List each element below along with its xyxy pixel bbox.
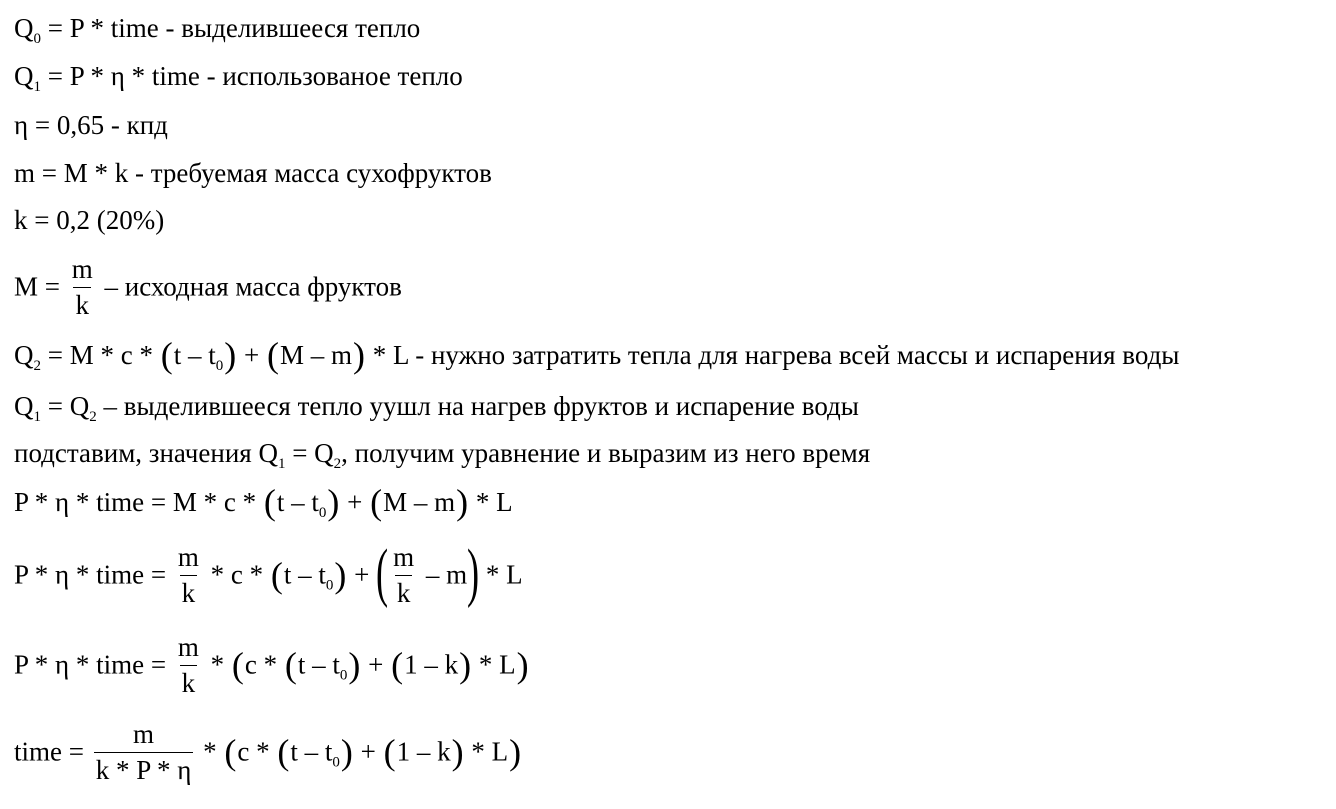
denominator: k bbox=[395, 575, 413, 607]
formula: * L bbox=[479, 559, 523, 590]
fraction bbox=[176, 634, 201, 697]
subscript: 0 bbox=[33, 31, 41, 47]
paren: ) bbox=[327, 482, 340, 522]
subscript: 0 bbox=[215, 358, 224, 374]
formula-line-q1-eq-q2 bbox=[14, 393, 859, 425]
fraction bbox=[94, 721, 194, 784]
paren: ( bbox=[266, 335, 279, 375]
formula-lhs: P * η * time = bbox=[14, 649, 173, 680]
denominator: k * P * η bbox=[94, 752, 194, 784]
fraction bbox=[391, 544, 416, 607]
formula: = P * time bbox=[41, 13, 159, 43]
description: - использованое тепло bbox=[199, 61, 463, 91]
formula-lhs: P * η * time = M * c * bbox=[14, 487, 263, 517]
formula: * L bbox=[469, 487, 513, 517]
paren: ) bbox=[224, 335, 237, 375]
formula: η = 0,65 bbox=[14, 110, 105, 140]
paren: ( bbox=[370, 482, 383, 522]
subscript: 0 bbox=[325, 577, 334, 594]
paren: ) bbox=[348, 644, 361, 685]
formula: m = M * k bbox=[14, 158, 129, 188]
formula: t – t bbox=[297, 649, 340, 680]
formula: M – m bbox=[279, 340, 352, 370]
paren: ( bbox=[224, 731, 237, 772]
description: - требуемая масса сухофруктов bbox=[128, 158, 492, 188]
formula: 1 – k bbox=[396, 736, 451, 767]
equation-step-2: P * η * time = $\frac{m}{k}$ * c * $(t - t_0)$ + ( $\frac{m}{k}$ – m) * L bbox=[14, 535, 523, 609]
paren: ( bbox=[270, 554, 283, 595]
description: – выделившееся тепло уушл на нагрев фруктов и испарение воды bbox=[96, 391, 859, 421]
formula: = bbox=[285, 438, 315, 468]
paren: ) bbox=[451, 731, 464, 772]
subscript: 0 bbox=[339, 667, 348, 684]
formula: + bbox=[353, 736, 383, 767]
formula: t – t bbox=[283, 559, 326, 590]
description: - нужно затратить тепла для нагрева всей массы и испарения воды bbox=[408, 340, 1180, 370]
formula: * L bbox=[472, 649, 516, 680]
fraction bbox=[176, 544, 201, 607]
formula: * L bbox=[365, 340, 409, 370]
formula: t – t bbox=[173, 340, 216, 370]
denominator: k bbox=[180, 665, 198, 697]
formula: t – t bbox=[290, 736, 333, 767]
paren: ) bbox=[334, 554, 347, 595]
paren: ( bbox=[160, 335, 173, 375]
formula-line-q2 bbox=[14, 335, 1180, 375]
formula: c * bbox=[237, 736, 277, 767]
formula-line-k bbox=[14, 207, 164, 234]
formula: 1 – k bbox=[404, 649, 459, 680]
paren: ( bbox=[383, 731, 396, 772]
subscript: 2 bbox=[33, 358, 41, 374]
formula-line-q0 bbox=[14, 15, 420, 47]
paren: ( bbox=[263, 482, 276, 522]
paren: ( bbox=[284, 644, 297, 685]
formula-line-m bbox=[14, 160, 492, 187]
description: – исходная масса фруктов bbox=[97, 271, 402, 302]
description: - кпд bbox=[104, 110, 168, 140]
formula: * bbox=[196, 736, 224, 767]
numerator: m bbox=[71, 254, 93, 284]
symbol: Q bbox=[14, 61, 34, 91]
subscript: 2 bbox=[333, 456, 342, 472]
numerator: m bbox=[133, 719, 155, 749]
symbol: Q bbox=[314, 438, 334, 468]
formula: c * bbox=[244, 649, 284, 680]
formula: + bbox=[340, 487, 370, 517]
paren: ) bbox=[352, 335, 365, 375]
formula-lhs: P * η * time = bbox=[14, 559, 173, 590]
text-line-substitute bbox=[14, 440, 870, 472]
formula: + bbox=[237, 340, 266, 370]
formula: k = 0,2 (20%) bbox=[14, 205, 165, 235]
formula: = bbox=[41, 391, 70, 421]
paren: ( bbox=[231, 644, 244, 685]
symbol: Q bbox=[14, 391, 34, 421]
formula: t – t bbox=[276, 487, 319, 517]
fraction bbox=[70, 256, 95, 319]
formula: – m bbox=[419, 559, 468, 590]
formula-lhs: M = bbox=[14, 271, 67, 302]
paren: ( bbox=[391, 644, 404, 685]
formula-line-big-m bbox=[14, 254, 402, 321]
paren: ) bbox=[340, 731, 353, 772]
denominator: k bbox=[180, 575, 198, 607]
formula: * L bbox=[464, 736, 509, 767]
subscript: 0 bbox=[318, 505, 327, 521]
formula: * bbox=[203, 649, 231, 680]
formula: + bbox=[347, 559, 377, 590]
formula: = M * c * bbox=[41, 340, 160, 370]
symbol: Q bbox=[258, 438, 278, 468]
numerator: m bbox=[177, 542, 199, 572]
subscript: 1 bbox=[33, 79, 41, 95]
subscript: 1 bbox=[33, 409, 41, 425]
subscript: 0 bbox=[332, 754, 340, 771]
text: , получим уравнение и выразим из него время bbox=[341, 438, 871, 468]
description: - выделившееся тепло bbox=[158, 13, 421, 43]
equation-step-1 bbox=[14, 482, 513, 522]
symbol: Q bbox=[14, 340, 34, 370]
formula-lhs: time = bbox=[14, 736, 91, 767]
numerator: m bbox=[393, 542, 415, 572]
formula: * c * bbox=[203, 559, 270, 590]
paren: ) bbox=[509, 731, 522, 772]
paren: ( bbox=[277, 731, 290, 772]
subscript: 2 bbox=[89, 409, 97, 425]
text: подставим, значения bbox=[14, 438, 259, 468]
paren: ) bbox=[456, 482, 469, 522]
symbol: Q bbox=[69, 391, 90, 421]
symbol: Q bbox=[14, 13, 34, 43]
formula-line-q1 bbox=[14, 63, 463, 95]
paren: ) bbox=[459, 644, 472, 685]
equation-final bbox=[14, 719, 522, 786]
equation-step-3 bbox=[14, 632, 530, 699]
subscript: 1 bbox=[277, 456, 286, 472]
formula: = P * η * time bbox=[41, 61, 200, 91]
denominator: k bbox=[73, 287, 91, 319]
formula-line-eta bbox=[14, 112, 168, 139]
paren: ) bbox=[516, 644, 529, 685]
formula: + bbox=[361, 649, 391, 680]
numerator: m bbox=[177, 632, 199, 662]
formula: M – m bbox=[383, 487, 456, 517]
